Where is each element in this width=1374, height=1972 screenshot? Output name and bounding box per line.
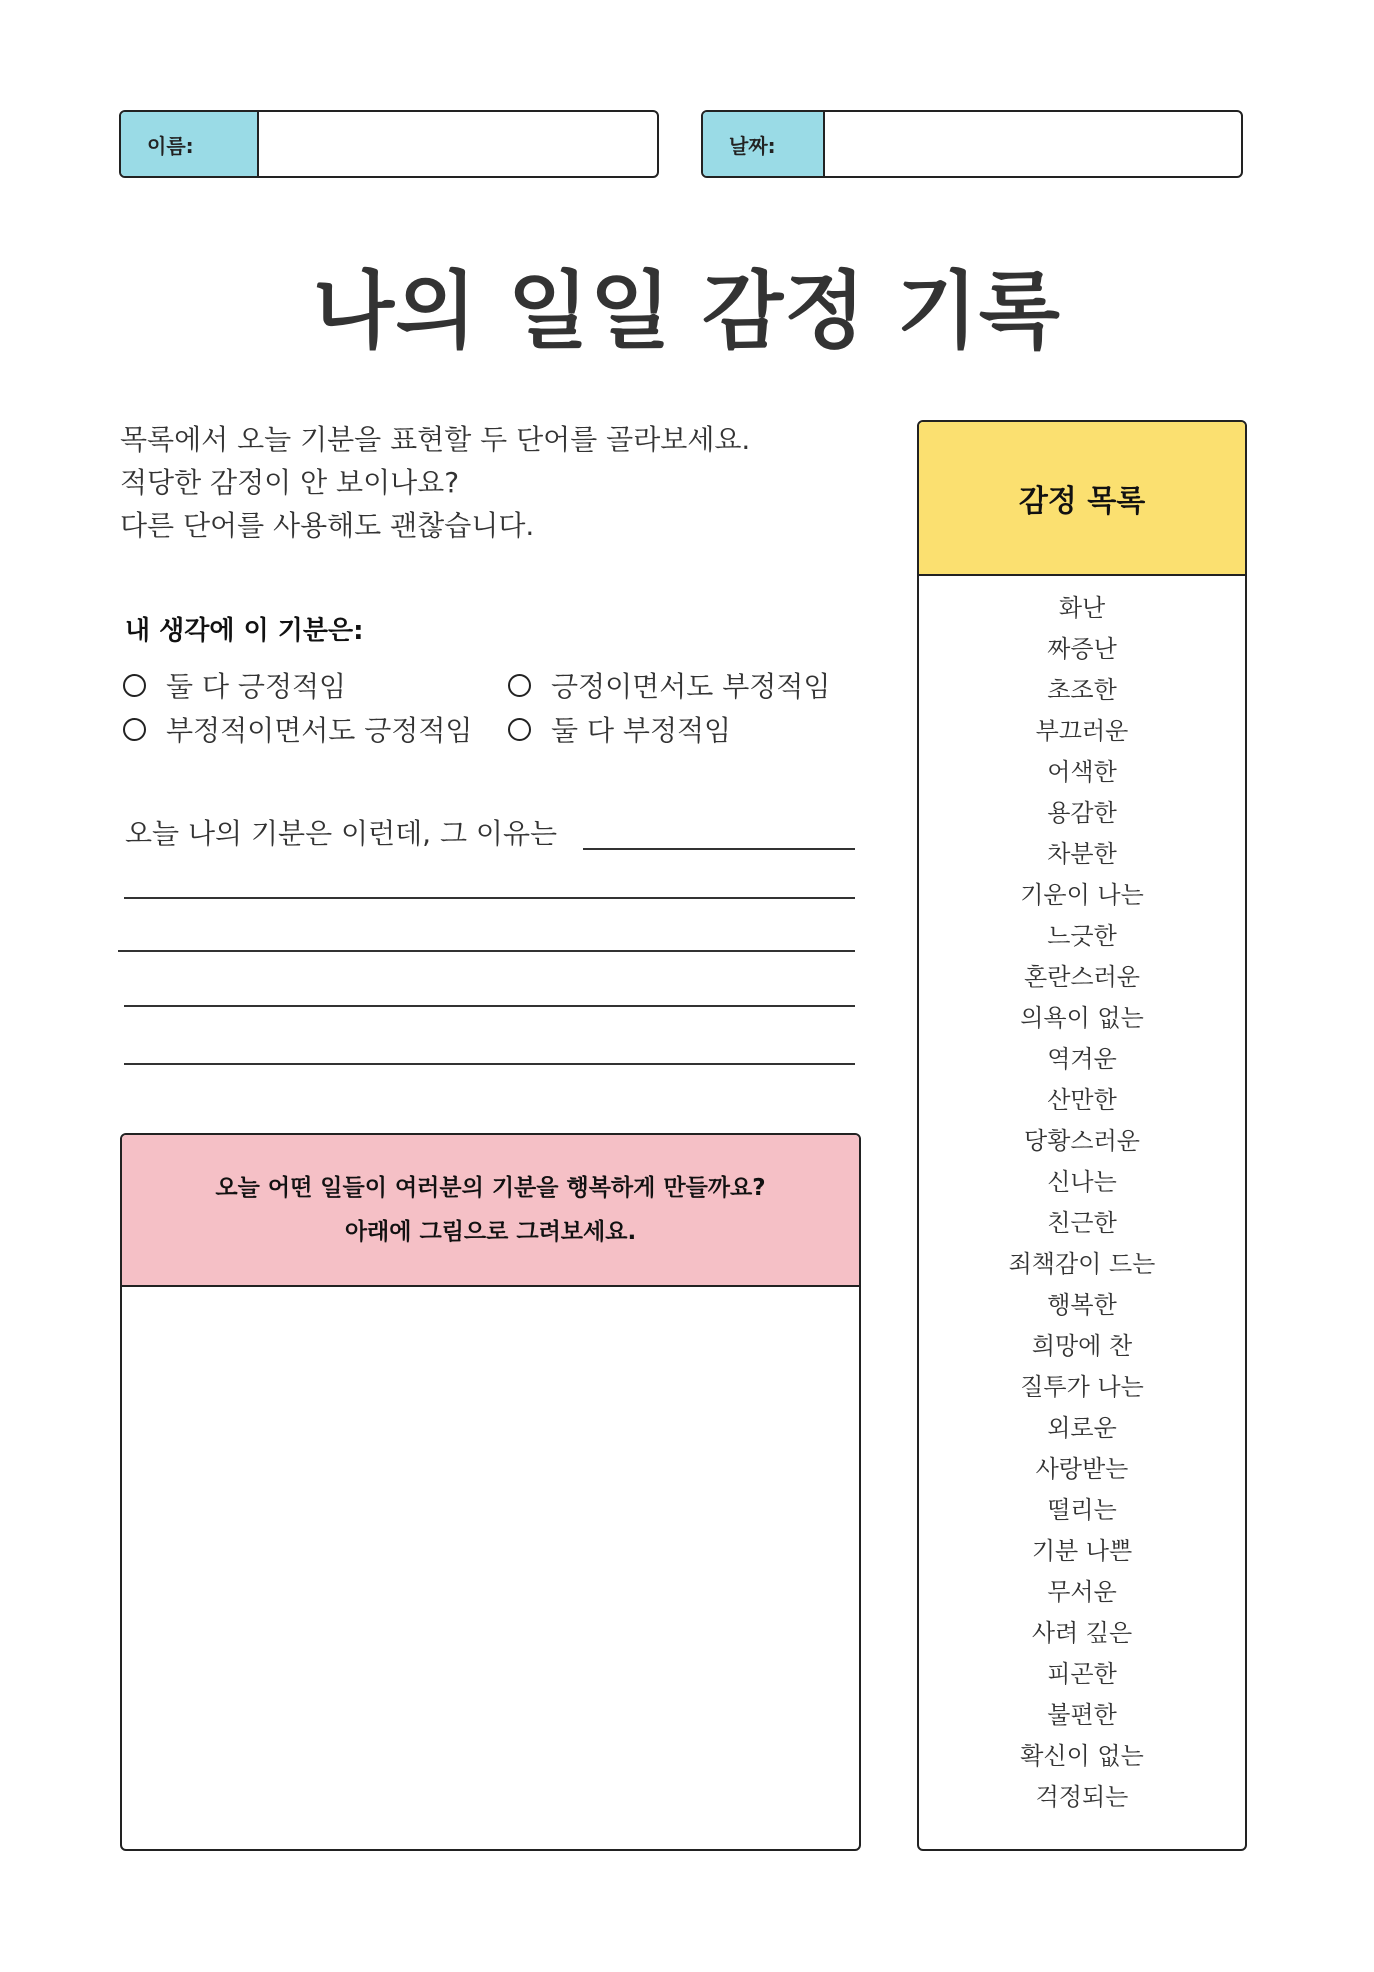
emotion-item: 당황스러운 (1024, 1127, 1140, 1155)
drawing-prompt-line: 아래에 그림으로 그려보세요. (344, 1219, 637, 1245)
name-input[interactable] (259, 112, 657, 176)
option-negative-yet-positive[interactable] (123, 709, 472, 749)
instruction-line: 적당한 감정이 안 보이나요? (120, 466, 460, 499)
emotion-item: 사려 깊은 (1031, 1619, 1133, 1647)
emotion-item: 초조한 (1047, 676, 1117, 704)
emotion-item: 떨리는 (1047, 1496, 1117, 1524)
emotion-item: 화난 (1058, 594, 1106, 622)
option-both-positive[interactable] (123, 665, 346, 705)
name-label: 이름: (121, 112, 259, 176)
drawing-area[interactable] (122, 1287, 859, 1849)
emotion-item: 외로운 (1047, 1414, 1117, 1442)
radio-circle-icon[interactable] (508, 718, 531, 741)
instructions (120, 418, 750, 547)
emotion-item: 기운이 나는 (1020, 881, 1144, 909)
emotion-item: 차분한 (1047, 840, 1117, 868)
opinion-heading: 내 생각에 이 기분은: (125, 616, 364, 646)
name-field (119, 110, 659, 178)
emotion-list-panel (917, 420, 1247, 1851)
instruction-line: 다른 단어를 사용해도 괜찮습니다. (120, 509, 535, 542)
drawing-prompt-line: 오늘 어떤 일들이 여러분의 기분을 행복하게 만들까요? (215, 1175, 766, 1201)
drawing-prompt (122, 1135, 859, 1287)
option-both-negative[interactable] (508, 709, 731, 749)
emotion-item: 행복한 (1047, 1291, 1117, 1319)
writing-line[interactable] (583, 848, 855, 850)
emotion-item: 의욕이 없는 (1020, 1004, 1144, 1032)
writing-line[interactable] (124, 897, 855, 899)
emotion-item: 어색한 (1047, 758, 1117, 786)
emotion-item: 친근한 (1047, 1209, 1117, 1237)
emotion-item: 질투가 나는 (1020, 1373, 1144, 1401)
emotion-item: 부끄러운 (1035, 717, 1129, 745)
emotion-item: 무서운 (1047, 1578, 1117, 1606)
emotion-list-title: 감정 목록 (919, 422, 1245, 576)
reason-prompt: 오늘 나의 기분은 이런데, 그 이유는 (125, 817, 558, 850)
option-positive-yet-negative[interactable] (508, 665, 830, 705)
date-input[interactable] (825, 112, 1241, 176)
emotion-item: 역겨운 (1047, 1045, 1117, 1073)
option-label: 둘 다 부정적임 (551, 714, 732, 747)
emotion-item: 걱정되는 (1035, 1783, 1129, 1811)
emotion-item: 느긋한 (1047, 922, 1117, 950)
radio-circle-icon[interactable] (508, 674, 531, 697)
emotion-item: 기분 나쁜 (1031, 1537, 1133, 1565)
emotion-item: 신나는 (1047, 1168, 1117, 1196)
emotion-item: 희망에 찬 (1031, 1332, 1133, 1360)
writing-line[interactable] (124, 1005, 855, 1007)
emotion-item: 짜증난 (1047, 635, 1117, 663)
emotion-item: 죄책감이 드는 (1008, 1250, 1156, 1278)
emotion-item: 산만한 (1047, 1086, 1117, 1114)
emotion-item: 확신이 없는 (1020, 1742, 1144, 1770)
emotion-item: 혼란스러운 (1024, 963, 1140, 991)
option-label: 긍정이면서도 부정적임 (551, 670, 831, 703)
radio-circle-icon[interactable] (123, 718, 146, 741)
emotion-item: 불편한 (1047, 1701, 1117, 1729)
option-label: 둘 다 긍정적임 (166, 670, 347, 703)
drawing-box (120, 1133, 861, 1851)
writing-line[interactable] (124, 1063, 855, 1065)
option-label: 부정적이면서도 긍정적임 (166, 714, 473, 747)
emotion-item: 피곤한 (1047, 1660, 1117, 1688)
emotion-item: 사랑받는 (1035, 1455, 1129, 1483)
page-title: 나의 일일 감정 기록 (313, 262, 1061, 360)
radio-circle-icon[interactable] (123, 674, 146, 697)
emotion-list (919, 576, 1245, 1818)
instruction-line: 목록에서 오늘 기분을 표현할 두 단어를 골라보세요. (120, 423, 751, 456)
emotion-item: 용감한 (1047, 799, 1117, 827)
date-field (701, 110, 1243, 178)
date-label: 날짜: (703, 112, 825, 176)
writing-line[interactable] (118, 950, 855, 952)
